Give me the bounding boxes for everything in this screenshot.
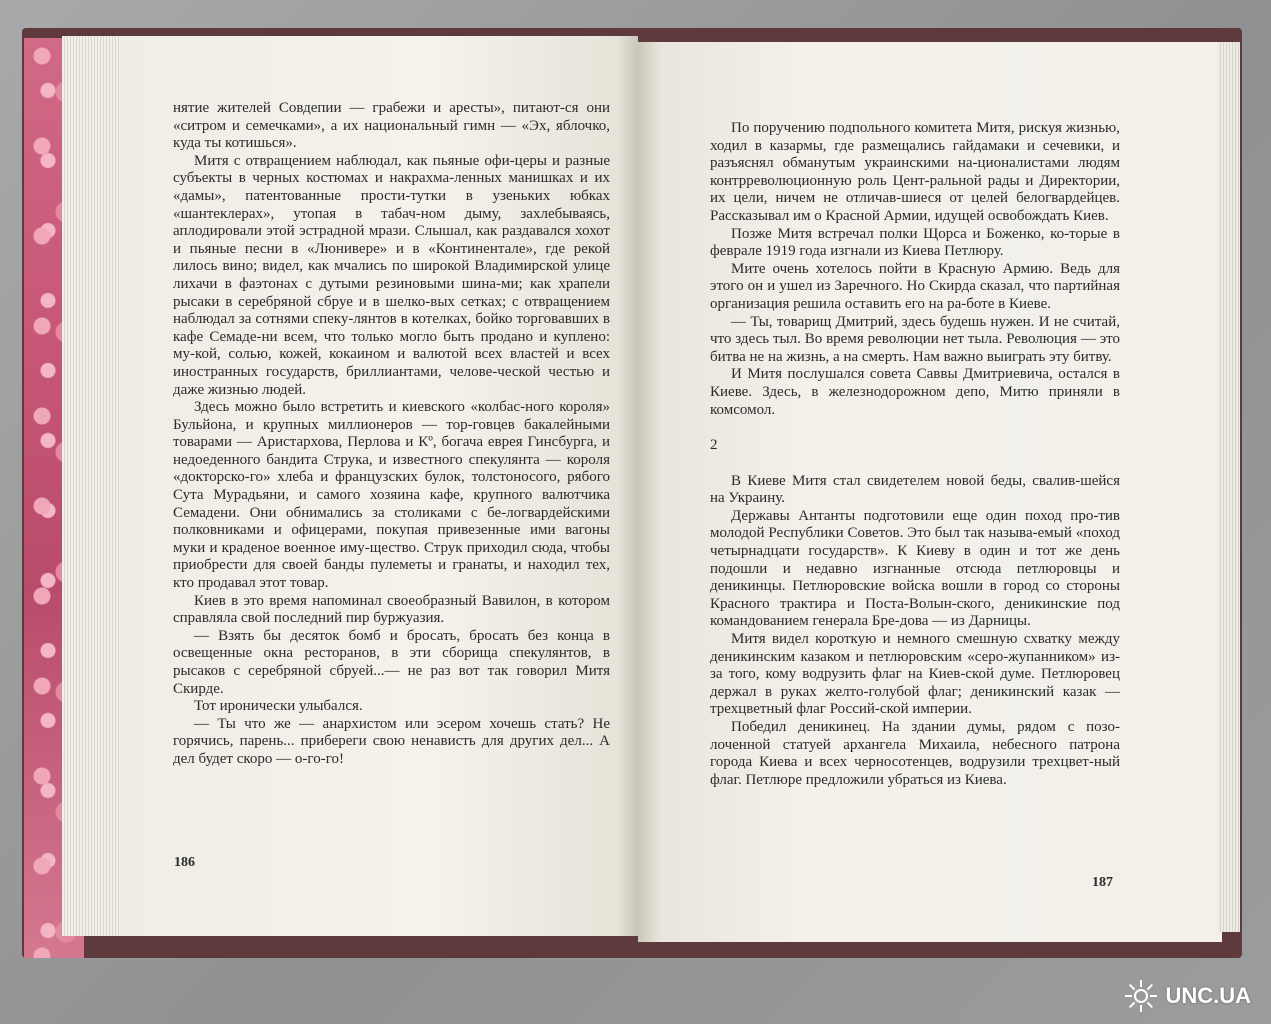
watermark [1123,978,1251,1014]
paragraph: И Митя послушался совета Саввы Дмитриевича, остался в Киеве. Здесь, в железнодорожном депо, Митю приняли в комсомол. [710,366,1120,418]
paragraph: — Взять бы десяток бомб и бросать, бросать без конца в освещенные окна ресторанов, в эти сборища спекулянтов, в рысаков с серебряной сбруей...— не раз вот так говорил Митя Скирде. [173,627,610,697]
paragraph: Киев в это время напоминал своеобразный Вавилон, в котором справляла свой последний пир буржуазия. [173,592,610,627]
paragraph: Тот иронически улыбался. [194,698,363,715]
sun-burst-logo-icon [1123,978,1159,1014]
paragraph: Позже Митя встречал полки Щорса и Боженко, ко-торые в феврале 1919 года изгнали из Киева Петлюру. [710,225,1120,260]
paragraph: Победил деникинец. На здании думы, рядом с позо-лоченной статуей архангела Михаила, небесного патрона города Киева и всех черносотенцев, водрузили трехцвет-ный флаг. Петлюре предложили убраться из Киева. [710,719,1120,788]
left-page [120,36,638,936]
paragraph: В Киеве Митя стал свидетелем новой беды, свалив-шейся на Украину. [710,472,1120,507]
section-number: 2 [710,437,718,454]
right-page-text [710,120,1120,789]
page-stack-right [1218,42,1240,932]
paragraph: Здесь можно было встретить и киевского «колбас-ного короля» Бульйона, и крупных миллионеров — тор-говцев бакалейными товарами — Аристархова, Перлова и Кº, богача еврея Гинсбурга, и недоеденного бандита Струка, и известного спекулянта — короля «докторско-го» хлеба и французских булок, толстоносого, рябого Сута Мурадьяни, и самого хозяина кафе, крупного валютчика Семадени. Они обнимались за столиками с бе-логвардейскими полковниками и офицерами, покупая привезенные ими вагоны муки и краденое военное иму-щество. Струк приходил сюда, чтобы приобрести для своей банды пулеметы и гранаты, и находил тех, кто продавал этот товар. [173,399,610,592]
paragraph: По поручению подпольного комитета Митя, рискуя жизнью, ходил в казармы, где размещались гайдамаки и сечевики, и разъяснял обманутым украинскими на-ционалистами людям контрреволюционную роль Цент-ральной рады и Директории, их цели, ничем не отличав-шиеся от целей белогвардейцев. Рассказывал им о Красной Армии, идущей освобождать Киев. [710,120,1120,224]
paragraph: Митя с отвращением наблюдал, как пьяные офи-церы и разные субъекты в черных костюмах и накрахма-ленных манишках и их «дамы», патентованные прости-тутки в узеньких юбках «шантеклерах», утопая в табач-ном дыму, захлебываясь, аплодировали этой эстрадной мрази. Слышал, как раздавался хохот и пьяные песни в «Люнивере» и в «Континентале», где рекой лилось вино; видел, как мчались по широкой Владимирской улице лихачи в фаэтонах с дутыми резиновыми шина-ми; как храпели рысаки в серебряной сбруе и в шелко-вых сетках; с отвращением наблюдал за сотнями спеку-лянтов в котелках, бойко торговавших в кафе Семаде-ни всем, что только могло быть продано и куплено: му-кой, солью, кожей, кокаином и валютой всех властей и всех иностранных государств, бриллиантами, челове-ческой честью и даже жизнью людей. [173,152,610,398]
paragraph: нятие жителей Совдепии — грабежи и аресты», питают-ся они «ситром и семечками», а их национальный гимн — «Эх, яблочко, куда ты котишься». [173,100,610,152]
paragraph: — Ты, товарищ Дмитрий, здесь будешь нужен. И не считай, что здесь тыл. Во время революции нет тыла. Революция — это битва не на жизнь, а на смерть. Нам важно выиграть эту битву. [710,313,1120,365]
paragraph: Державы Антанты подготовили еще один поход про-тив молодой Республики Советов. Это был так называ-емый «поход четырнадцати государств». К Киеву в один и тот же день подошли и недавно изгнанные отсюда петлюровцы и деникинцы. Петлюровские войска вошли в город со стороны Красного трактира и Поста-Волын-ского, деникинские под командованием генерала Бре-дова — из Дарницы. [710,507,1120,630]
page-stack-left [62,36,122,936]
left-page-text [173,100,610,769]
page-number-right: 187 [1092,875,1113,890]
watermark-text: UNC.UA [1165,983,1251,1008]
page-number-left: 186 [174,855,195,870]
right-page [638,42,1222,942]
paragraph: — Ты что же — анархистом или эсером хочешь стать? Не горячись, парень... прибереги свою ненависть для других дел... А дел будет скоро — о-го-го! [173,715,610,767]
paragraph: Митя видел короткую и немного смешную схватку между деникинским казаком и петлюровским «серо-жупанником» из-за того, кому водрузить флаг на Киев-ской думе. Петлюровец держал в руках желто-голубой флаг; деникинский казак — трехцветный флаг Россий-ской империи. [710,631,1120,718]
paragraph: Мите очень хотелось пойти в Красную Армию. Ведь для этого он и ушел из Заречного. Но Скирда сказал, что партийная организация решила оставить его на ра-боте в Киеве. [710,260,1120,312]
